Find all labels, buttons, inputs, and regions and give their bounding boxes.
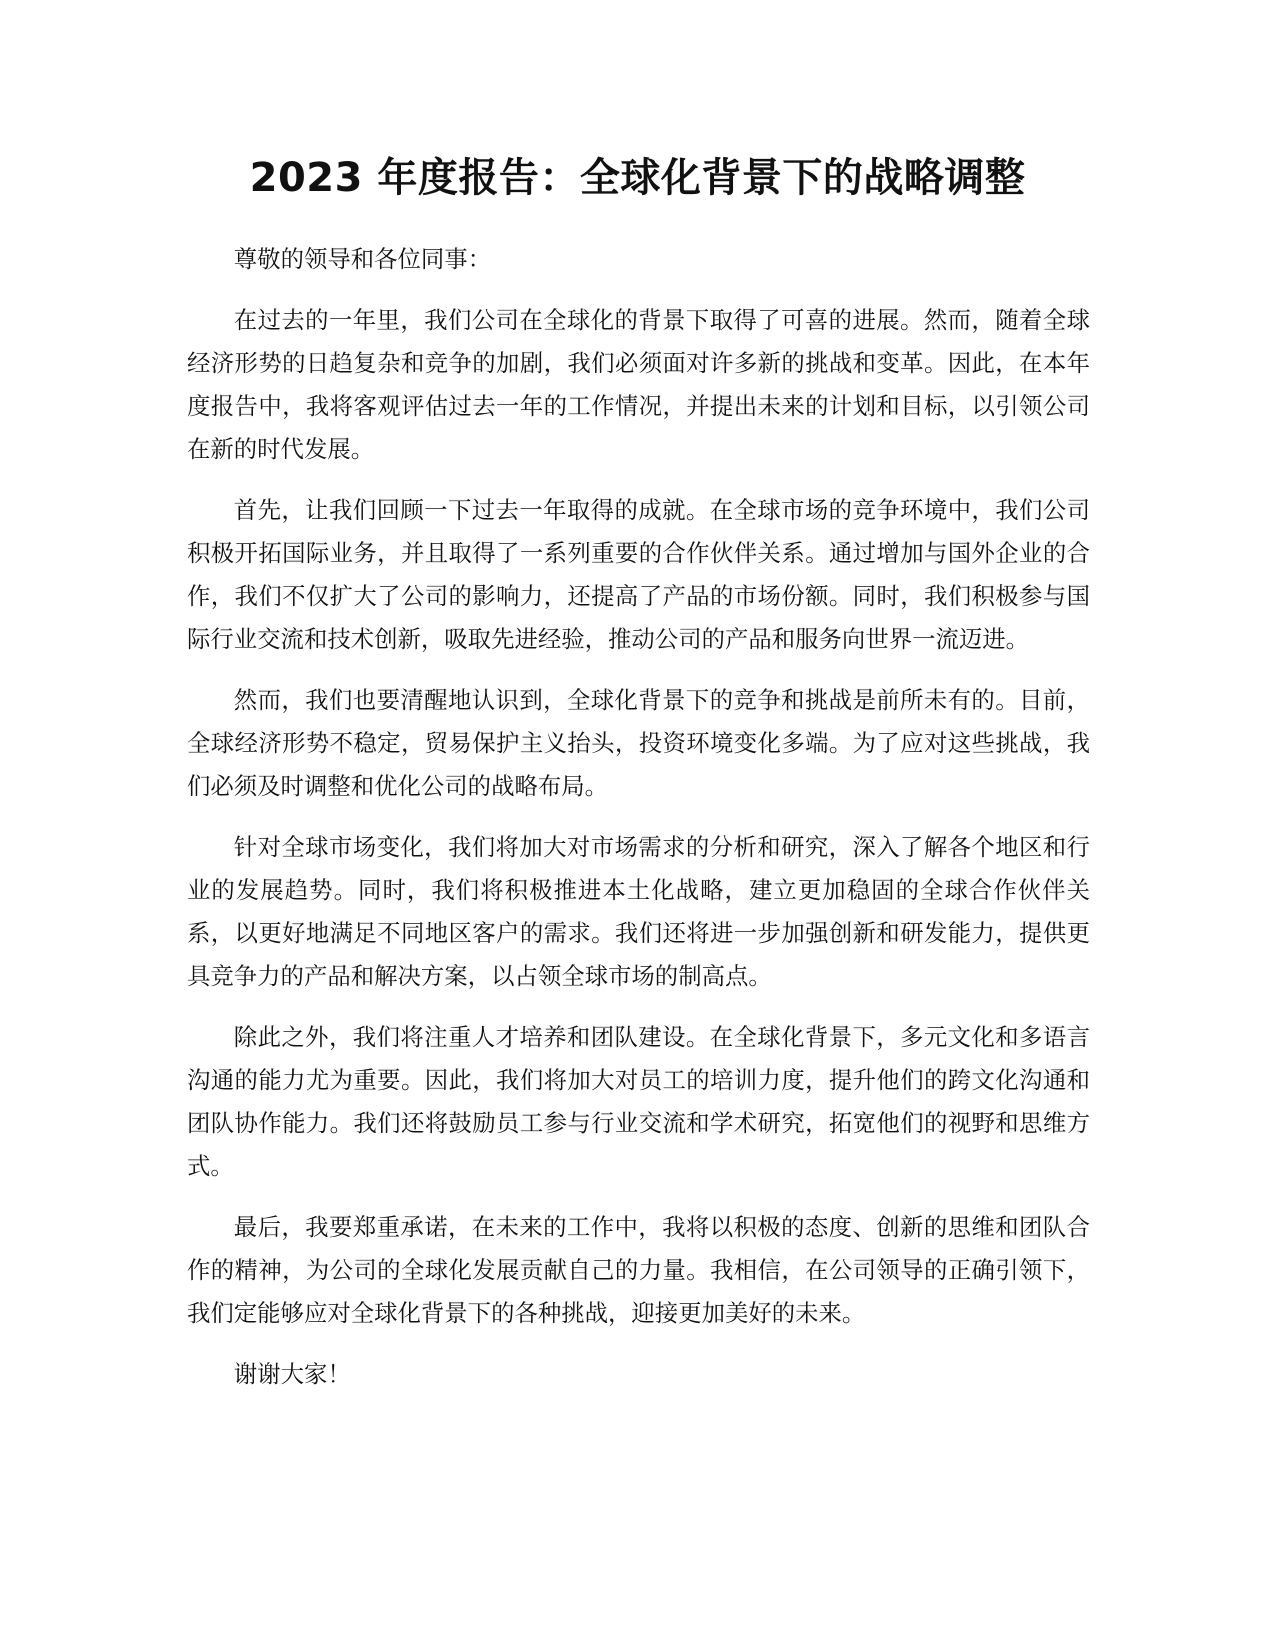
document-body — [187, 238, 1090, 1414]
salutation: 尊敬的领导和各位同事： — [233, 245, 492, 273]
paragraph-challenges: 然而，我们也要清醒地认识到，全球化背景下的竞争和挑战是前所未有的。目前，全球经济形势不稳定，贸易保护主义抬头，投资环境变化多端。为了应对这些挑战，我们必须及时调整和优化公司的战略布局。 — [187, 686, 1090, 800]
paragraph-talent: 除此之外，我们将注重人才培养和团队建设。在全球化背景下，多元文化和多语言沟通的能力尤为重要。因此，我们将加大对员工的培训力度，提升他们的跨文化沟通和团队协作能力。我们还将鼓励员工参与行业交流和学术研究，拓宽他们的视野和思维方式。 — [187, 1023, 1090, 1180]
closing-line: 谢谢大家！ — [233, 1360, 351, 1388]
paragraph-intro: 在过去的一年里，我们公司在全球化的背景下取得了可喜的进展。然而，随着全球经济形势的日趋复杂和竞争的加剧，我们必须面对许多新的挑战和变革。因此，在本年度报告中，我将客观评估过去一年的工作情况，并提出未来的计划和目标，以引领公司在新的时代发展。 — [187, 306, 1090, 463]
paragraph-commitment: 最后，我要郑重承诺，在未来的工作中，我将以积极的态度、创新的思维和团队合作的精神，为公司的全球化发展贡献自己的力量。我相信，在公司领导的正确引领下，我们定能够应对全球化背景下的各种挑战，迎接更加美好的未来。 — [187, 1213, 1090, 1327]
paragraph-market-strategy: 针对全球市场变化，我们将加大对市场需求的分析和研究，深入了解各个地区和行业的发展趋势。同时，我们将积极推进本土化战略，建立更加稳固的全球合作伙伴关系，以更好地满足不同地区客户的需求。我们还将进一步加强创新和研发能力，提供更具竞争力的产品和解决方案，以占领全球市场的制高点。 — [187, 833, 1090, 990]
paragraph-achievements: 首先，让我们回顾一下过去一年取得的成就。在全球市场的竞争环境中，我们公司积极开拓国际业务，并且取得了一系列重要的合作伙伴关系。通过增加与国外企业的合作，我们不仅扩大了公司的影响力，还提高了产品的市场份额。同时，我们积极参与国际行业交流和技术创新，吸取先进经验，推动公司的产品和服务向世界一流迈进。 — [187, 496, 1090, 653]
document-title: 2023 年度报告：全球化背景下的战略调整 — [249, 155, 1026, 201]
